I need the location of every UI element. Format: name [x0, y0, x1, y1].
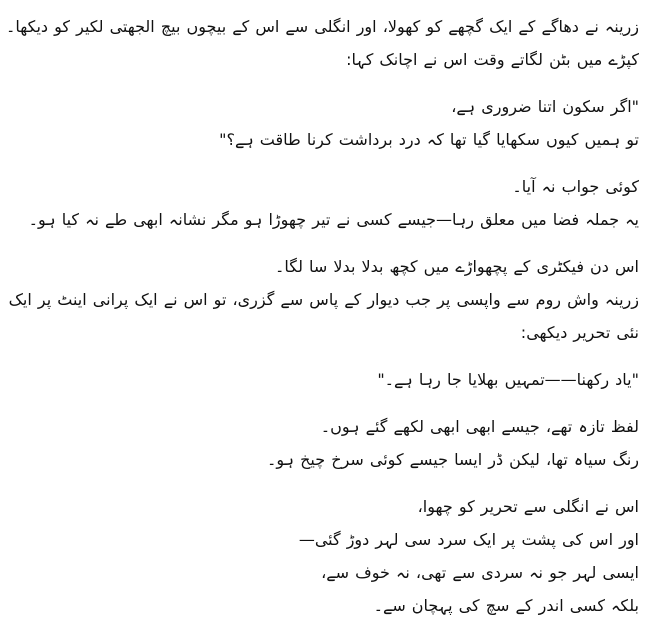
- paragraph: [4, 250, 639, 349]
- paragraph: [4, 410, 639, 476]
- paragraph-quote: [4, 363, 639, 396]
- text-line: بلکہ کسی اندر کے سچ کی پہچان سے۔: [373, 596, 639, 615]
- text-line: "یاد رکھنا——تمہیں بھلایا جا رہا ہے۔": [377, 370, 639, 389]
- text-line: "اگر سکون اتنا ضروری ہے،: [451, 97, 639, 116]
- text-line: زرینہ نے دھاگے کے ایک گچھے کو کھولا، اور انگلی سے اس کے بیچوں بیچ الجھتی لکیر کو دیکھا۔: [6, 17, 639, 36]
- paragraph-quote: [4, 90, 639, 156]
- text-line: تو ہمیں کیوں سکھایا گیا تھا کہ درد برداشت کرنا طاقت ہے؟": [219, 130, 639, 149]
- text-line: ایسی لہر جو نہ سردی سے تھی، نہ خوف سے،: [321, 563, 639, 582]
- text-line: کوئی جواب نہ آیا۔: [512, 177, 639, 196]
- text-line: زرینہ واش روم سے واپسی پر جب دیوار کے پاس سے گزری، تو اس نے ایک پرانی اینٹ پر ایک نئی تحریر دیکھی:: [8, 290, 639, 342]
- text-line: یہ جملہ فضا میں معلق رہا—جیسے کسی نے تیر چھوڑا ہو مگر نشانہ ابھی طے نہ کیا ہو۔: [28, 210, 639, 229]
- text-line: اس نے انگلی سے تحریر کو چھوا،: [417, 497, 639, 516]
- text-line: لفظ تازہ تھے، جیسے ابھی ابھی لکھے گئے ہوں۔: [320, 417, 639, 436]
- text-line: کپڑے میں بٹن لگاتے وقت اس نے اچانک کہا:: [346, 50, 639, 69]
- paragraph: [4, 10, 639, 76]
- paragraph: [4, 170, 639, 236]
- text-line: رنگ سیاہ تھا، لیکن ڈر ایسا جیسے کوئی سرخ چیخ ہو۔: [267, 450, 639, 469]
- text-line: اور اس کی پشت پر ایک سرد سی لہر دوڑ گئی—: [298, 530, 639, 549]
- paragraph: [4, 490, 639, 618]
- text-line: اس دن فیکٹری کے پچھواڑے میں کچھ بدلا بدلا سا لگا۔: [275, 257, 639, 276]
